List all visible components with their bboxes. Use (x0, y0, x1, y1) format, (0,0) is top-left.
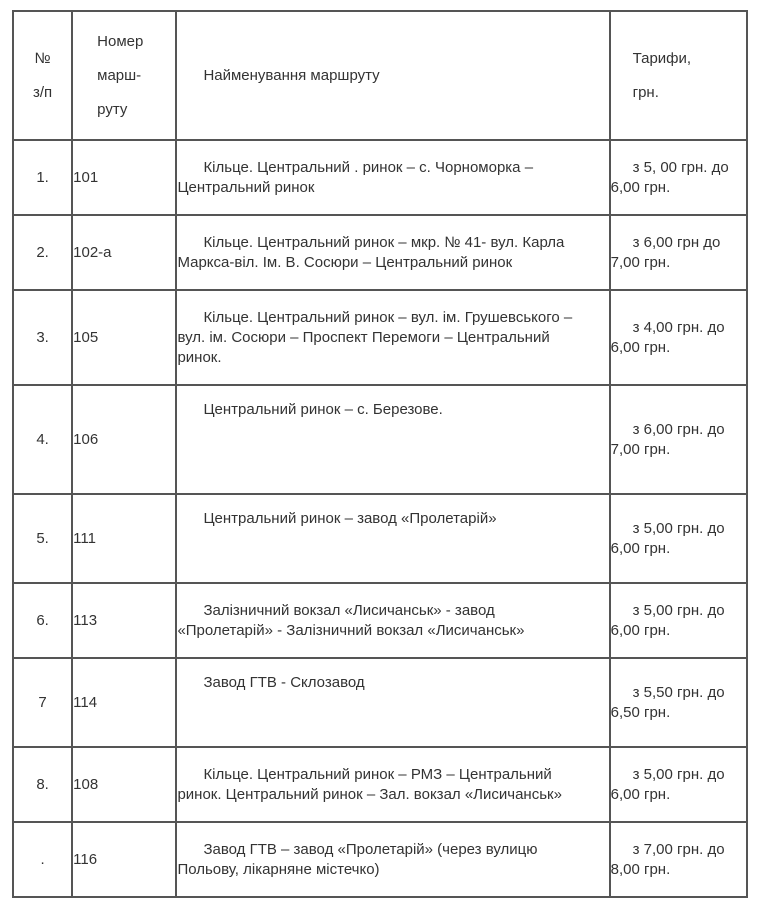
row-route: 101 (72, 140, 176, 215)
row-name-line: вул. ім. Сосюри – Проспект Перемоги – Центральний (177, 328, 550, 346)
row-fare (610, 290, 747, 385)
table-row (13, 385, 747, 494)
row-route: 106 (72, 385, 176, 494)
table-row (13, 583, 747, 658)
row-num: 1. (13, 140, 72, 215)
row-fare-line: 7,00 грн. (610, 440, 671, 458)
row-name (176, 140, 609, 215)
table-row (13, 494, 747, 583)
row-name-line: Кільце. Центральний ринок – мкр. № 41- вул. Карла (203, 233, 565, 251)
header-route-line: руту (97, 100, 128, 118)
row-fare-line: 6,00 грн. (610, 785, 671, 803)
row-name (176, 290, 609, 385)
row-fare-line: 6,00 грн. (610, 178, 671, 196)
row-fare-line: 6,50 грн. (610, 703, 671, 721)
row-fare-line: з 4,00 грн. до (632, 318, 725, 336)
row-fare-line: з 5, 00 грн. до (632, 158, 729, 176)
row-fare-line: 8,00 грн. (610, 860, 671, 878)
row-route: 111 (72, 494, 176, 583)
row-num: 8. (13, 747, 72, 822)
row-fare-line: з 5,00 грн. до (632, 765, 725, 783)
row-route: 113 (72, 583, 176, 658)
header-name-label: Найменування маршруту (203, 66, 380, 84)
row-name (176, 822, 609, 897)
header-name-cell (176, 11, 609, 140)
header-route-cell (72, 11, 176, 140)
header-fare-line: Тарифи, (632, 49, 692, 67)
row-name-line: Центральний ринок – завод «Пролетарій» (203, 510, 497, 527)
row-num: 5. (13, 494, 72, 583)
header-num-line: № (34, 49, 51, 67)
row-fare (610, 140, 747, 215)
table-row (13, 215, 747, 290)
row-name-line: ринок. (177, 348, 222, 366)
row-fare (610, 494, 747, 583)
row-fare (610, 583, 747, 658)
row-fare-line: з 7,00 грн. до (632, 840, 725, 858)
row-fare (610, 658, 747, 747)
row-name-line: Завод ГТВ - Склозавод (203, 674, 365, 691)
row-name-line: Кільце. Центральний ринок – РМЗ – Центральний (203, 765, 552, 783)
row-fare-line: 7,00 грн. (610, 253, 671, 271)
row-name-line: Завод ГТВ – завод «Пролетарій» (через вулицю (203, 840, 538, 858)
row-route: 105 (72, 290, 176, 385)
row-num: . (13, 822, 72, 897)
row-name (176, 494, 609, 583)
table-row (13, 747, 747, 822)
row-name-line: Залізничний вокзал «Лисичанськ» - завод (203, 601, 495, 619)
row-name-line: Маркса-віл. Ім. В. Сосюри – Центральний ринок (177, 253, 513, 271)
header-route-line: Номер (97, 32, 144, 50)
row-fare (610, 822, 747, 897)
row-name-line: Центральний ринок – с. Березове. (203, 401, 443, 418)
header-num-cell (13, 11, 72, 140)
row-fare-line: 6,00 грн. (610, 621, 671, 639)
row-name-line: Кільце. Центральний . ринок – с. Чорноморка – (203, 158, 534, 176)
row-route: 108 (72, 747, 176, 822)
routes-table (12, 10, 748, 898)
table-row (13, 822, 747, 897)
header-fare-cell (610, 11, 747, 140)
row-fare-line: з 6,00 грн до (632, 233, 721, 251)
row-route: 114 (72, 658, 176, 747)
row-name-line: ринок. Центральний ринок – Зал. вокзал «Лисичанськ» (177, 785, 562, 803)
row-route: 116 (72, 822, 176, 897)
row-name-line: Центральний ринок (177, 178, 315, 196)
row-name (176, 658, 609, 747)
header-route-line: марш- (97, 66, 142, 84)
table-row (13, 290, 747, 385)
row-fare (610, 215, 747, 290)
row-route: 102-а (72, 215, 176, 290)
row-fare-line: 6,00 грн. (610, 338, 671, 356)
row-name-line: Польову, лікарняне містечко) (177, 860, 380, 878)
header-num-line: з/п (32, 83, 53, 101)
row-fare (610, 747, 747, 822)
row-num: 3. (13, 290, 72, 385)
row-fare (610, 385, 747, 494)
header-fare-line: грн. (632, 83, 659, 101)
table-row (13, 140, 747, 215)
table-row (13, 658, 747, 747)
row-num: 7 (13, 658, 72, 747)
row-fare-line: з 6,00 грн. до (632, 420, 725, 438)
row-fare-line: з 5,00 грн. до (632, 601, 725, 619)
row-name (176, 215, 609, 290)
row-name-line: «Пролетарій» - Залізничний вокзал «Лисичанськ» (177, 621, 525, 639)
row-fare-line: 6,00 грн. (610, 539, 671, 557)
row-name (176, 583, 609, 658)
row-name (176, 747, 609, 822)
row-name (176, 385, 609, 494)
row-num: 6. (13, 583, 72, 658)
row-fare-line: з 5,00 грн. до (632, 519, 725, 537)
table-header-row (13, 11, 747, 140)
row-num: 4. (13, 385, 72, 494)
row-num: 2. (13, 215, 72, 290)
row-name-line: Кільце. Центральний ринок – вул. ім. Грушевського – (203, 308, 573, 326)
row-fare-line: з 5,50 грн. до (632, 683, 725, 701)
